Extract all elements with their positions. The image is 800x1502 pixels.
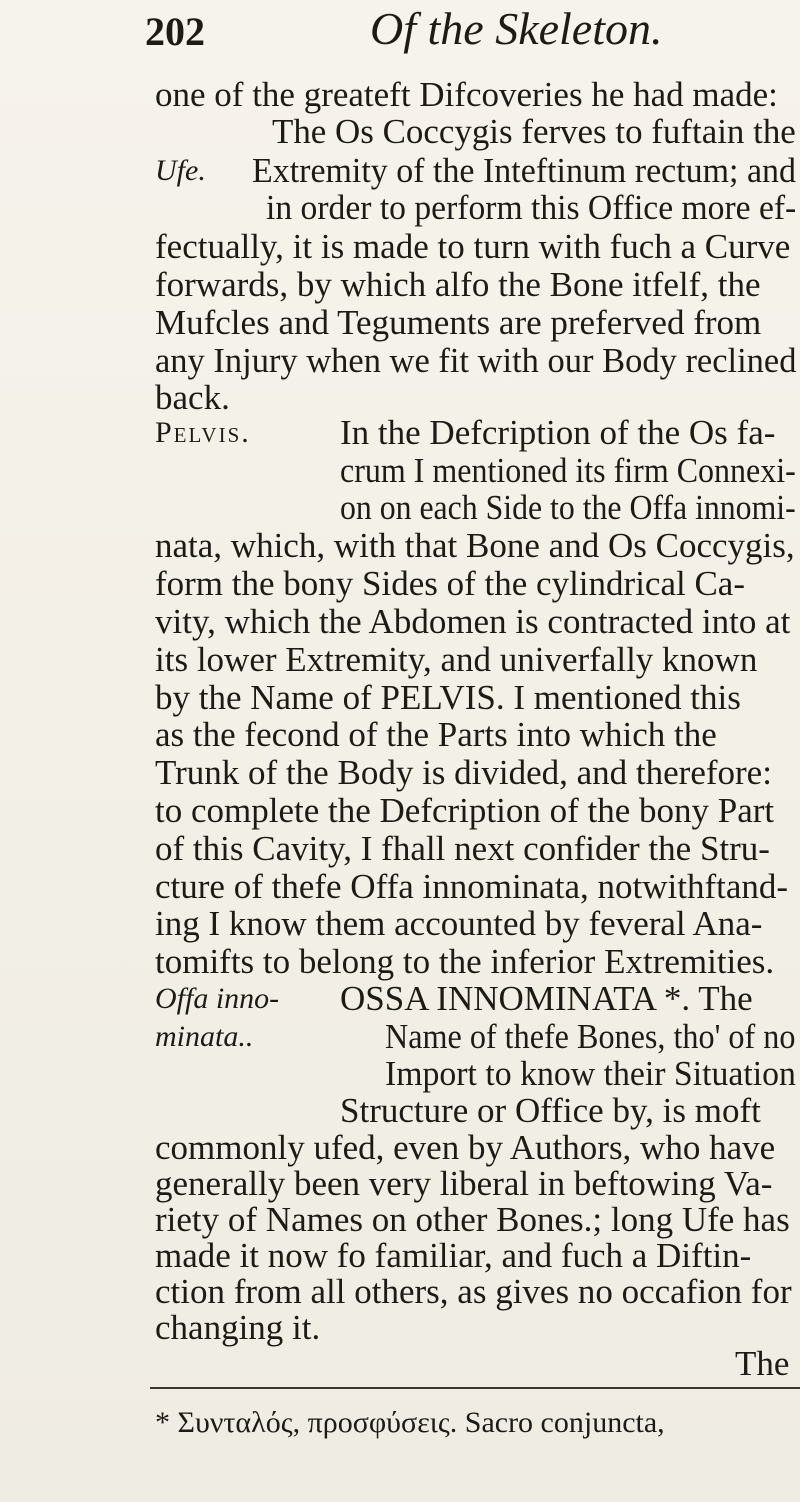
text-line: riety of Names on other Bones.; long Ufe has	[155, 1200, 790, 1239]
catchword: The	[735, 1344, 790, 1383]
text-line: forwards, by which alfo the Bone itfelf, the	[155, 265, 761, 304]
text-line: back.	[155, 378, 230, 417]
text-line: vity, which the Abdomen is contracted into at	[155, 602, 791, 641]
text-line: OSSA INNOMINATA *. The	[340, 979, 753, 1018]
footnote-rule	[150, 1387, 800, 1389]
text-line: crum I mentioned its firm Connexi-	[340, 451, 796, 490]
text-line: Mufcles and Teguments are preferved from	[155, 303, 762, 342]
text-line: fectually, it is made to turn with fuch a Curve	[155, 227, 791, 266]
margin-note-offa-inno: Offa inno-	[155, 982, 280, 1015]
text-line: in order to perform this Office more ef-	[266, 188, 797, 227]
footnote: * Συνταλός, προσφύσεις. Sacro conjuncta,	[155, 1406, 665, 1439]
text-line: of this Cavity, I fhall next confider the Stru-	[155, 829, 770, 868]
text-line: Import to know their Situation	[385, 1054, 796, 1093]
text-line: tomifts to belong to the inferior Extremities.	[155, 942, 775, 981]
text-line: one of the greateft Difcoveries he had made:	[155, 75, 778, 114]
text-line: Extremity of the Inteftinum rectum; and	[252, 151, 796, 190]
margin-note-ufe: Ufe.	[155, 154, 206, 187]
text-line: form the bony Sides of the cylindrical Ca-	[155, 564, 745, 603]
text-line: any Injury when we fit with our Body reclined	[155, 341, 797, 380]
text-line: The Os Coccygis ferves to fuftain the	[272, 112, 796, 151]
text-line: to complete the Defcription of the bony Part	[155, 791, 775, 830]
text-line: by the Name of PELVIS. I mentioned this	[155, 678, 741, 717]
text-line: commonly ufed, even by Authors, who have	[155, 1128, 776, 1167]
text-line: generally been very liberal in beftowing Va-	[155, 1164, 773, 1203]
text-line: its lower Extremity, and univerfally known	[155, 640, 758, 679]
text-line: Name of thefe Bones, tho' of no	[385, 1017, 796, 1056]
margin-note-pelvis: Pelvis.	[155, 416, 251, 449]
text-line: ction from all others, as gives no occafion for	[155, 1272, 792, 1311]
text-line: In the Defcription of the Os fa-	[340, 413, 776, 452]
text-line: ing I know them accounted by feveral Ana-	[155, 904, 763, 943]
text-line: nata, which, with that Bone and Os Coccygis,	[155, 526, 795, 565]
text-line: made it now fo familiar, and fuch a Diftin-	[155, 1236, 752, 1275]
page-number: 202	[145, 9, 205, 54]
running-title: Of the Skeleton.	[370, 3, 663, 54]
text-line: Trunk of the Body is divided, and therefore:	[155, 753, 772, 792]
text-line: changing it.	[155, 1308, 321, 1347]
text-line: on on each Side to the Offa innomi-	[340, 488, 796, 527]
text-line: as the fecond of the Parts into which the	[155, 715, 717, 754]
margin-note-minata: minata..	[155, 1020, 254, 1053]
text-line: cture of thefe Offa innominata, notwithftand-	[155, 867, 789, 906]
text-line: Structure or Office by, is moft	[340, 1091, 761, 1130]
